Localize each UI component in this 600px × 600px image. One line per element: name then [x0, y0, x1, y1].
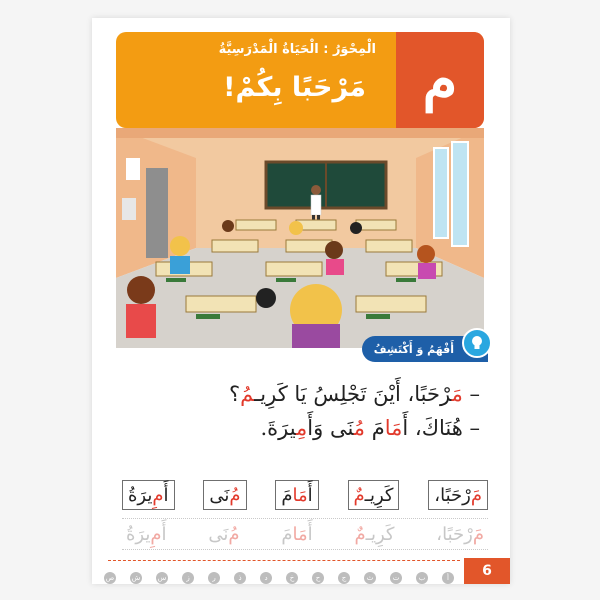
- word-box: [428, 480, 488, 510]
- word-part: أَ: [163, 484, 169, 506]
- trace-highlight: مَ: [472, 523, 484, 545]
- dialogue-text: رْحَبًا، أَيْنَ تَجْلِسُ يَا كَرِيـ: [254, 382, 452, 406]
- dialogue: [120, 382, 480, 450]
- highlight-letter: مِ: [296, 416, 308, 440]
- word-part: أَ: [307, 484, 313, 506]
- alphabet-letter: ز: [182, 572, 194, 584]
- classroom-illustration: [116, 128, 484, 348]
- alphabet-letter: س: [157, 574, 167, 582]
- highlight-letter: مَ: [451, 382, 463, 406]
- trace-word: [355, 519, 395, 549]
- dialogue-line-1: [120, 382, 480, 416]
- dialogue-text: يرَةَ.: [260, 416, 297, 440]
- alphabet-letter: ث: [364, 572, 376, 584]
- word-box: [348, 480, 400, 510]
- word-highlight: مَ: [470, 484, 482, 506]
- trace-word: [281, 519, 312, 549]
- page-number: 6: [464, 558, 510, 584]
- trace-highlight: مِ: [150, 523, 162, 545]
- alphabet-letter: ت: [390, 572, 402, 584]
- textbook-page: [92, 18, 510, 584]
- alphabet-letter: خ: [286, 572, 298, 584]
- dialogue-text: أَ: [402, 416, 409, 440]
- alphabet-letter: ذ: [234, 572, 246, 584]
- word-highlight: مَا: [292, 484, 308, 506]
- trace-highlight: مُ: [228, 523, 240, 545]
- dialogue-text: نَى وَأَ: [307, 416, 354, 440]
- trace-word: [436, 519, 484, 549]
- trace-part: يرَةُ: [126, 523, 151, 545]
- letter-badge: [396, 32, 484, 128]
- dialogue-text: هُنَاكَ،: [408, 416, 463, 440]
- dialogue-line-2: [120, 416, 480, 450]
- alphabet-letter: د: [260, 572, 272, 584]
- trace-part: نَى: [208, 523, 229, 545]
- word-highlight: مٌ: [353, 484, 365, 506]
- highlight-letter: مُ: [353, 416, 366, 440]
- trace-part: مَ: [281, 523, 293, 545]
- word-part: مَ: [281, 484, 293, 506]
- lesson-banner: [116, 32, 484, 128]
- alphabet-letter: ب: [416, 572, 428, 584]
- trace-part: أَ: [161, 523, 167, 545]
- trace-word: [208, 519, 239, 549]
- trace-part: رْحَبًا،: [436, 523, 473, 545]
- word-highlight: مُ: [229, 484, 241, 506]
- trace-part: أَ: [307, 523, 313, 545]
- alphabet-strip: [104, 572, 454, 584]
- alphabet-letter: ر: [208, 572, 220, 584]
- word-box: [275, 480, 318, 510]
- word-part: يرَةُ: [128, 484, 153, 506]
- alphabet-letter: ح: [312, 572, 324, 584]
- alphabet-letter: أ: [442, 572, 454, 584]
- trace-part: كَرِيـ: [365, 523, 395, 545]
- footer-divider: [108, 560, 460, 561]
- alphabet-letter: ش: [131, 574, 141, 582]
- dialogue-text: مَ: [365, 416, 385, 440]
- tracing-row: [122, 518, 488, 550]
- highlight-letter: مُ: [240, 382, 255, 406]
- dialogue-text: ؟: [229, 382, 241, 406]
- word-part: كَرِيـ: [364, 484, 394, 506]
- topic-label: الْمِحْوَرُ : الْحَيَاةُ الْمَدْرَسِيَّةُ: [218, 42, 376, 57]
- lesson-title: مَرْحَبًا بِكُمْ!: [223, 72, 366, 103]
- dash: –: [469, 416, 480, 440]
- word-box: [122, 480, 175, 510]
- word-box: [203, 480, 246, 510]
- alphabet-letter: ص: [105, 574, 115, 582]
- word-part: رْحَبًا،: [434, 484, 471, 506]
- trace-word: [126, 519, 167, 549]
- lightbulb-icon: [462, 328, 492, 358]
- section-label: أَفْهَمُ وَ أَكْتَشِفُ: [373, 342, 454, 356]
- trace-highlight: مَا: [292, 523, 308, 545]
- word-highlight: مِ: [152, 484, 164, 506]
- trace-highlight: مٌ: [354, 523, 366, 545]
- dash: –: [469, 382, 480, 406]
- word-boxes: [122, 480, 488, 510]
- word-part: نَى: [209, 484, 230, 506]
- lesson-letter: م: [422, 47, 458, 113]
- alphabet-letter: ج: [338, 572, 350, 584]
- highlight-letter: مَا: [384, 416, 403, 440]
